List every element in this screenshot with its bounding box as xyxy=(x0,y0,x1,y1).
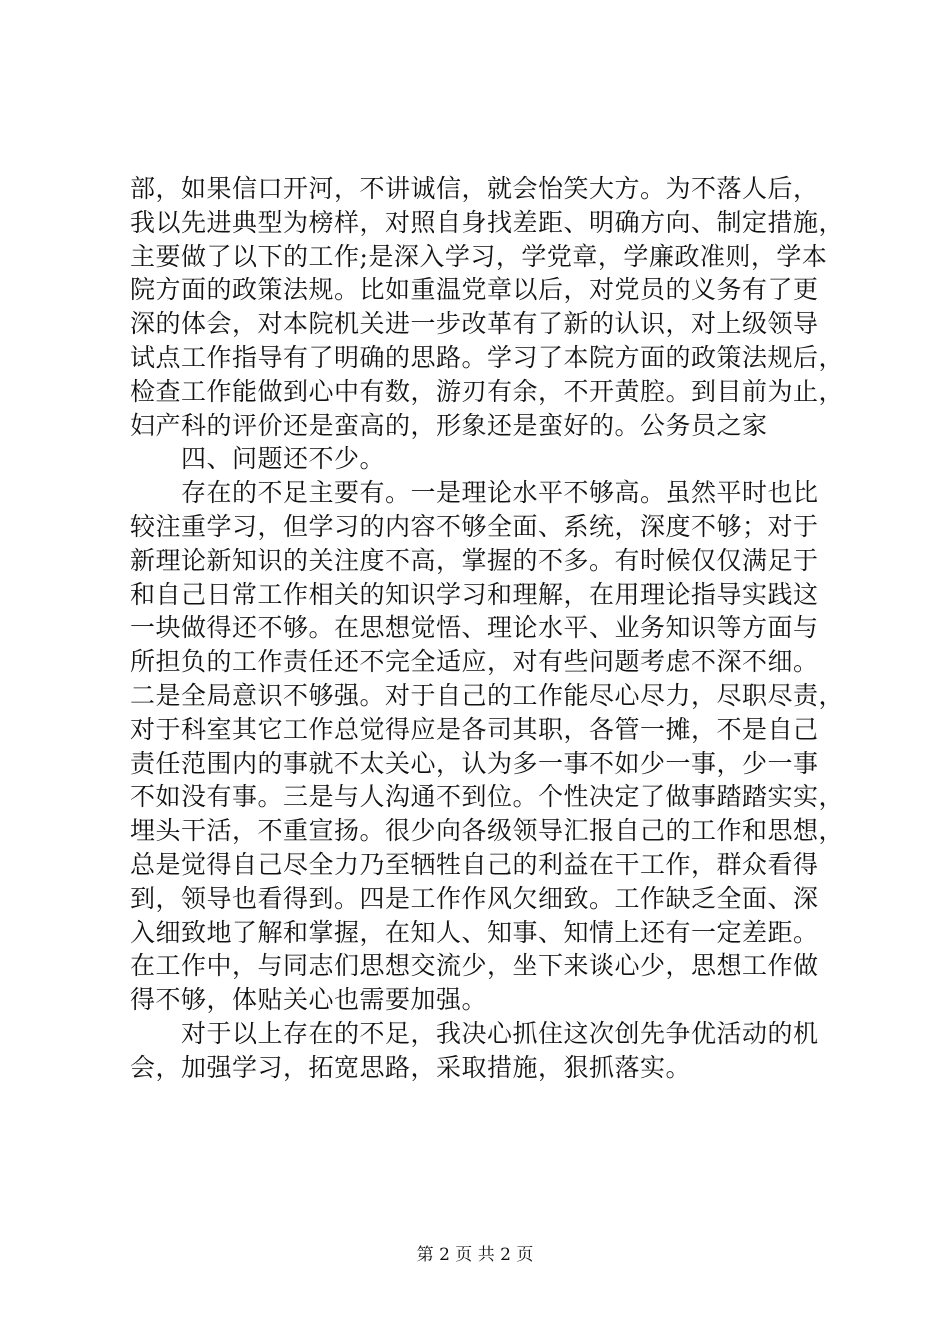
text-line: 不如没有事。三是与人沟通不到位。个性决定了做事踏踏实实， xyxy=(130,782,845,812)
text-line: 新理论新知识的关注度不高，掌握的不多。有时候仅仅满足于 xyxy=(130,545,819,575)
text-line: 和自己日常工作相关的知识学习和理解，在用理论指导实践这 xyxy=(130,579,819,609)
text-line: 较注重学习，但学习的内容不够全面、系统，深度不够；对于 xyxy=(130,511,819,541)
text-line: 深的体会，对本院机关进一步改革有了新的认识，对上级领导 xyxy=(130,309,819,339)
text-line: 入细致地了解和掌握，在知人、知事、知情上还有一定差距。 xyxy=(130,917,819,947)
text-line: 主要做了以下的工作;是深入学习，学党章，学廉政准则，学本 xyxy=(130,241,828,271)
text-line: 部，如果信口开河，不讲诚信，就会怡笑大方。为不落人后， xyxy=(130,174,819,203)
text-line: 存在的不足主要有。一是理论水平不够高。虽然平时也比 xyxy=(130,478,819,508)
text-line: 二是全局意识不够强。对于自己的工作能尽心尽力，尽职尽责， xyxy=(130,680,845,710)
text-line: 总是觉得自己尽全力乃至牺牲自己的利益在干工作，群众看得 xyxy=(130,849,819,879)
page-number-footer: 第 2 页 共 2 页 xyxy=(416,1245,534,1265)
text-line: 院方面的政策法规。比如重温党章以后，对党员的义务有了更 xyxy=(130,275,819,305)
text-line: 检查工作能做到心中有数，游刃有余，不开黄腔。到目前为止， xyxy=(130,376,845,406)
text-line: 一块做得还不够。在思想觉悟、理论水平、业务知识等方面与 xyxy=(130,613,819,643)
text-line: 对于科室其它工作总觉得应是各司其职，各管一摊，不是自己 xyxy=(130,714,819,744)
text-line: 责任范围内的事就不太关心，认为多一事不如少一事，少一事 xyxy=(130,748,819,778)
text-line: 埋头干活，不重宣扬。很少向各级领导汇报自己的工作和思想， xyxy=(130,816,845,846)
text-line: 所担负的工作责任还不完全适应，对有些问题考虑不深不细。 xyxy=(130,647,819,677)
text-line: 得不够，体贴关心也需要加强。 xyxy=(130,985,488,1015)
section-heading: 四、问题还不少。 xyxy=(130,444,386,474)
text-line: 在工作中，与同志们思想交流少，坐下来谈心少，思想工作做 xyxy=(130,951,819,981)
text-line: 对于以上存在的不足，我决心抓住这次创先争优活动的机 xyxy=(130,1018,819,1048)
text-line: 会，加强学习，拓宽思路，采取措施，狠抓落实。 xyxy=(130,1052,692,1082)
text-line: 到，领导也看得到。四是工作作风欠细致。工作缺乏全面、深 xyxy=(130,883,819,913)
text-line: 试点工作指导有了明确的思路。学习了本院方面的政策法规后， xyxy=(130,342,845,372)
text-line: 妇产科的评价还是蛮高的，形象还是蛮好的。公务员之家 xyxy=(130,410,768,440)
text-line: 我以先进典型为榜样，对照自身找差距、明确方向、制定措施， xyxy=(130,207,845,237)
document-body xyxy=(130,172,845,1085)
